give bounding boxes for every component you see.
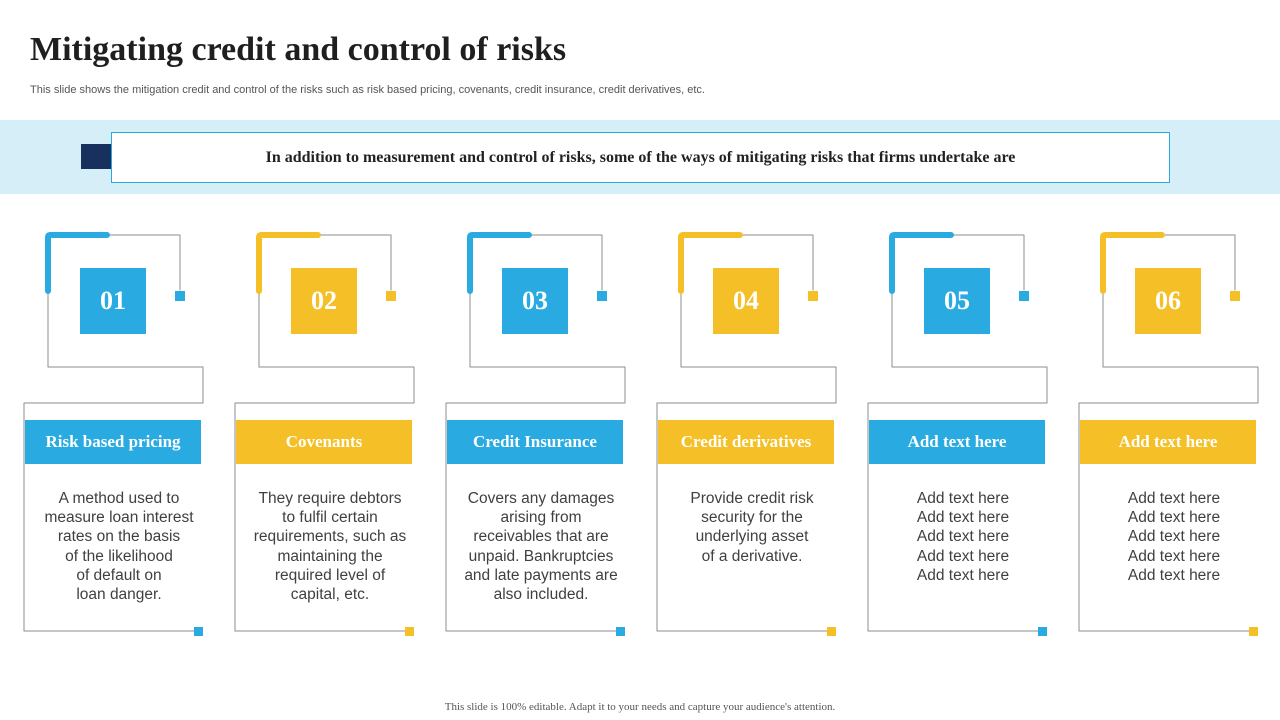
accent-square-top [175,291,185,301]
accent-square-top [1019,291,1029,301]
description-line: and late payments are [464,566,618,584]
step-number: 01 [80,268,146,334]
description-line: Add text here [1127,528,1221,546]
step-description [34,489,204,604]
accent-square-bottom [827,627,836,636]
step-description [878,489,1048,585]
description-line: Add text here [916,566,1010,584]
description-line: loan danger. [76,586,162,604]
step-description [1089,489,1259,585]
step-number: 03 [502,268,568,334]
accent-square-top [386,291,396,301]
description-line: also included. [493,586,589,604]
accent-square-top [1230,291,1240,301]
step-label: Add text here [869,420,1045,464]
description-line: maintaining the [277,547,383,565]
banner-text: In addition to measurement and control of risks, some of the ways of mitigating risks that firms undertake are [265,148,1016,166]
step-card [446,228,686,648]
description-line: of a derivative. [701,547,803,565]
step-card [1079,228,1280,648]
page-subtitle: This slide shows the mitigation credit and control of the risks such as risk based pricing, covenants, credit insurance, credit derivatives, etc. [30,84,705,96]
description-line: Add text here [916,490,1010,507]
description-line: receivables that are [473,528,609,546]
accent-square-bottom [1038,627,1047,636]
description-line: Add text here [916,547,1010,565]
step-label: Credit derivatives [658,420,834,464]
description-line: required level of [274,566,386,584]
description-line: of the likelihood [65,547,173,565]
page-title: Mitigating credit and control of risks [30,31,567,68]
description-line: Covers any damages [467,490,615,507]
step-card [24,228,264,648]
step-description [456,489,626,604]
description-line: to fulfil certain [282,509,378,527]
step-label: Risk based pricing [25,420,201,464]
description-line: They require debtors [258,490,402,507]
description-line: security for the [701,509,803,527]
step-card [657,228,897,648]
description-line: Add text here [1127,566,1221,584]
step-number: 06 [1135,268,1201,334]
description-line: underlying asset [695,528,809,546]
description-line: Provide credit risk [690,490,814,507]
accent-square-bottom [1249,627,1258,636]
step-number: 05 [924,268,990,334]
step-number: 02 [291,268,357,334]
description-line: capital, etc. [290,586,370,604]
description-line: arising from [500,509,582,527]
step-number: 04 [713,268,779,334]
accent-square-bottom [194,627,203,636]
step-label: Covenants [236,420,412,464]
accent-square-bottom [405,627,414,636]
description-line: Add text here [1127,547,1221,565]
accent-square-top [808,291,818,301]
description-line: unpaid. Bankruptcies [468,547,614,565]
description-line: Add text here [916,509,1010,527]
step-label: Credit Insurance [447,420,623,464]
accent-square-top [597,291,607,301]
step-description [667,489,837,566]
banner-box [111,132,1170,183]
description-line: Add text here [916,528,1010,546]
footer-note: This slide is 100% editable. Adapt it to your needs and capture your audience's attention. [444,701,836,713]
accent-square-bottom [616,627,625,636]
description-line: Add text here [1127,509,1221,527]
description-line: measure loan interest [44,509,194,527]
step-card [235,228,475,648]
step-label: Add text here [1080,420,1256,464]
step-card [868,228,1108,648]
step-description [245,489,415,604]
description-line: rates on the basis [57,528,181,546]
description-line: Add text here [1127,490,1221,507]
description-line: of default on [76,566,162,584]
description-line: A method used to [58,490,180,507]
description-line: requirements, such as [253,528,407,546]
